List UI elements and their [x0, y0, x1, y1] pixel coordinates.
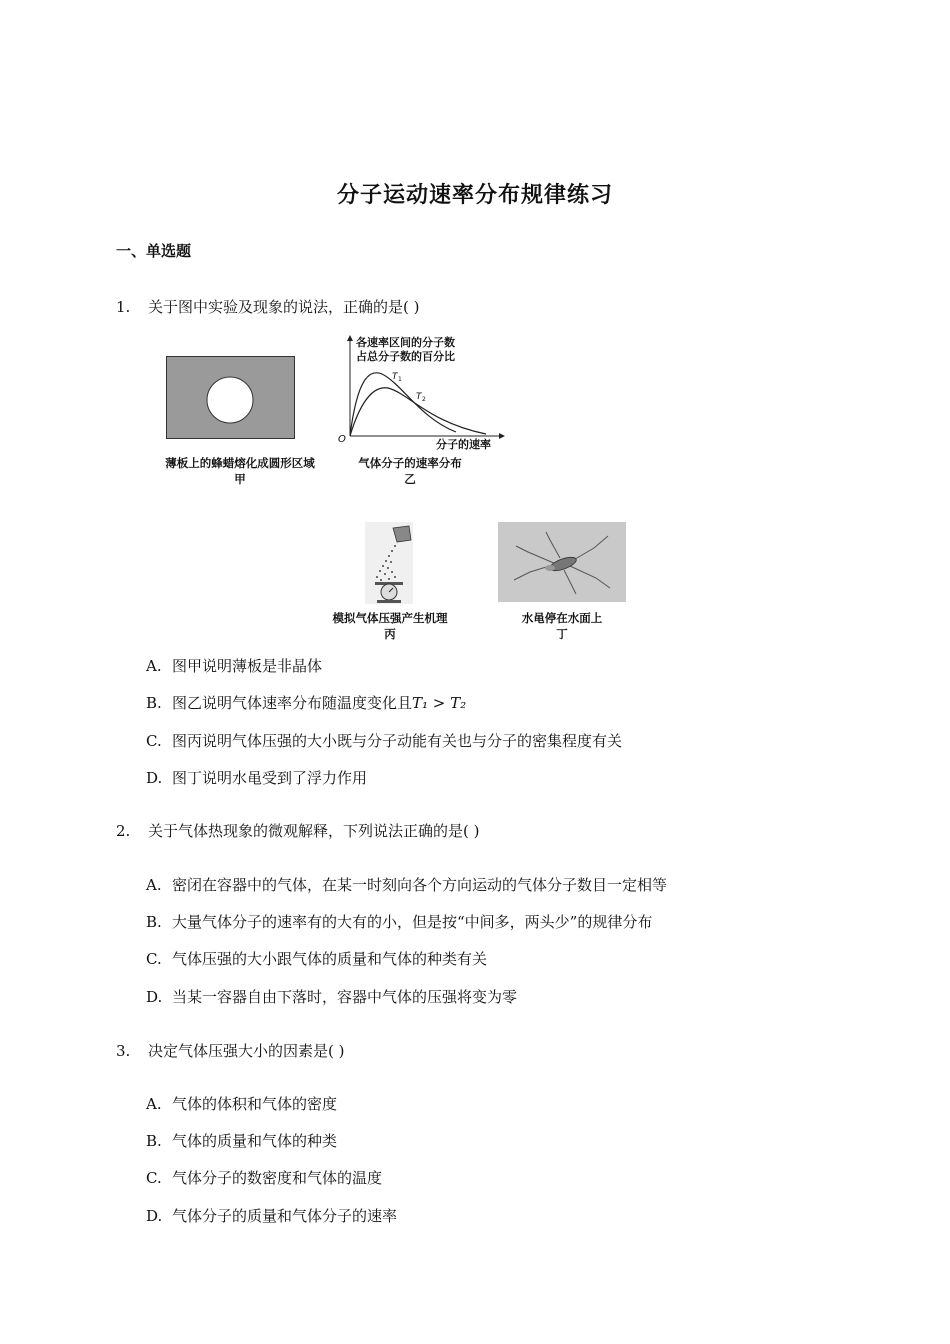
figure-ding-photo: [498, 522, 626, 602]
figure-bing: [365, 522, 413, 604]
question-2-number: 2.: [116, 822, 131, 840]
q2-option-c: C. 气体压强的大小跟气体的质量和气体的种类有关: [146, 950, 488, 968]
figure-jia-plate: [166, 356, 296, 440]
figure-yi: [336, 332, 516, 452]
q3-option-d: D. 气体分子的质量和气体分子的速率: [146, 1207, 398, 1225]
section-heading: 一、单选题: [116, 242, 192, 260]
figure-yi-caption: 气体分子的速率分布: [358, 456, 462, 470]
y-label-1: 各速率区间的分子数: [356, 336, 455, 349]
question-3-stem: 决定气体压强大小的因素是( ): [148, 1042, 345, 1060]
question-1-number: 1.: [116, 298, 131, 316]
q2-option-b: B. 大量气体分子的速率有的大有的小，但是按“中间多，两头少”的规律分布: [146, 913, 653, 931]
curve-t1: [350, 373, 456, 436]
q3-option-c: C. 气体分子的数密度和气体的温度: [146, 1169, 383, 1187]
question-1-stem: 关于图中实验及现象的说法，正确的是( ): [148, 298, 420, 316]
figure-yi-letter: 乙: [404, 472, 416, 486]
question-3-number: 3.: [116, 1042, 131, 1060]
q2-option-d: D. 当某一容器自由下落时，容器中气体的压强将变为零: [146, 988, 518, 1006]
q3-option-a: A. 气体的体积和气体的密度: [146, 1095, 338, 1113]
q2-option-a: A. 密闭在容器中的气体，在某一时刻向各个方向运动的气体分子数目一定相等: [146, 876, 668, 894]
question-2-stem: 关于气体热现象的微观解释，下列说法正确的是( ): [148, 822, 480, 840]
q1-option-b: B. 图乙说明气体速率分布随温度变化且T₁ > T₂: [146, 694, 467, 712]
q3-option-b: B. 气体的质量和气体的种类: [146, 1132, 338, 1150]
q1-option-b-math: T₁ > T₂: [412, 694, 467, 712]
figure-ding: [498, 522, 626, 602]
curve-t1-label: T: [392, 372, 398, 382]
figure-ding-caption: 水黾停在水面上: [521, 611, 603, 625]
figure-jia: [166, 356, 296, 440]
figure-yi-chart: [336, 332, 516, 452]
q1-option-a: A. 图甲说明薄板是非晶体: [146, 657, 323, 675]
curve-t1-subscript: 1: [398, 376, 402, 383]
y-label-2: 占总分子数的百分比: [356, 350, 455, 363]
origin-label: O: [338, 434, 346, 445]
figure-ding-letter: 丁: [556, 627, 568, 641]
page-title: 分子运动速率分布规律练习: [336, 183, 613, 208]
figure-bing-letter: 丙: [384, 627, 396, 641]
figure-bing-illustration: [365, 522, 413, 604]
figure-jia-letter: 甲: [234, 472, 246, 486]
q1-option-d: D. 图丁说明水黾受到了浮力作用: [146, 769, 368, 787]
curve-t2-label: T: [416, 392, 422, 402]
x-label: 分子的速率: [436, 438, 491, 451]
q1-option-c: C. 图丙说明气体压强的大小既与分子动能有关也与分子的密集程度有关: [146, 732, 623, 750]
figure-bing-caption: 模拟气体压强产生机理: [332, 611, 448, 625]
figure-jia-caption: 薄板上的蜂蜡熔化成圆形区域: [165, 456, 315, 470]
curve-t2-subscript: 2: [422, 396, 426, 403]
